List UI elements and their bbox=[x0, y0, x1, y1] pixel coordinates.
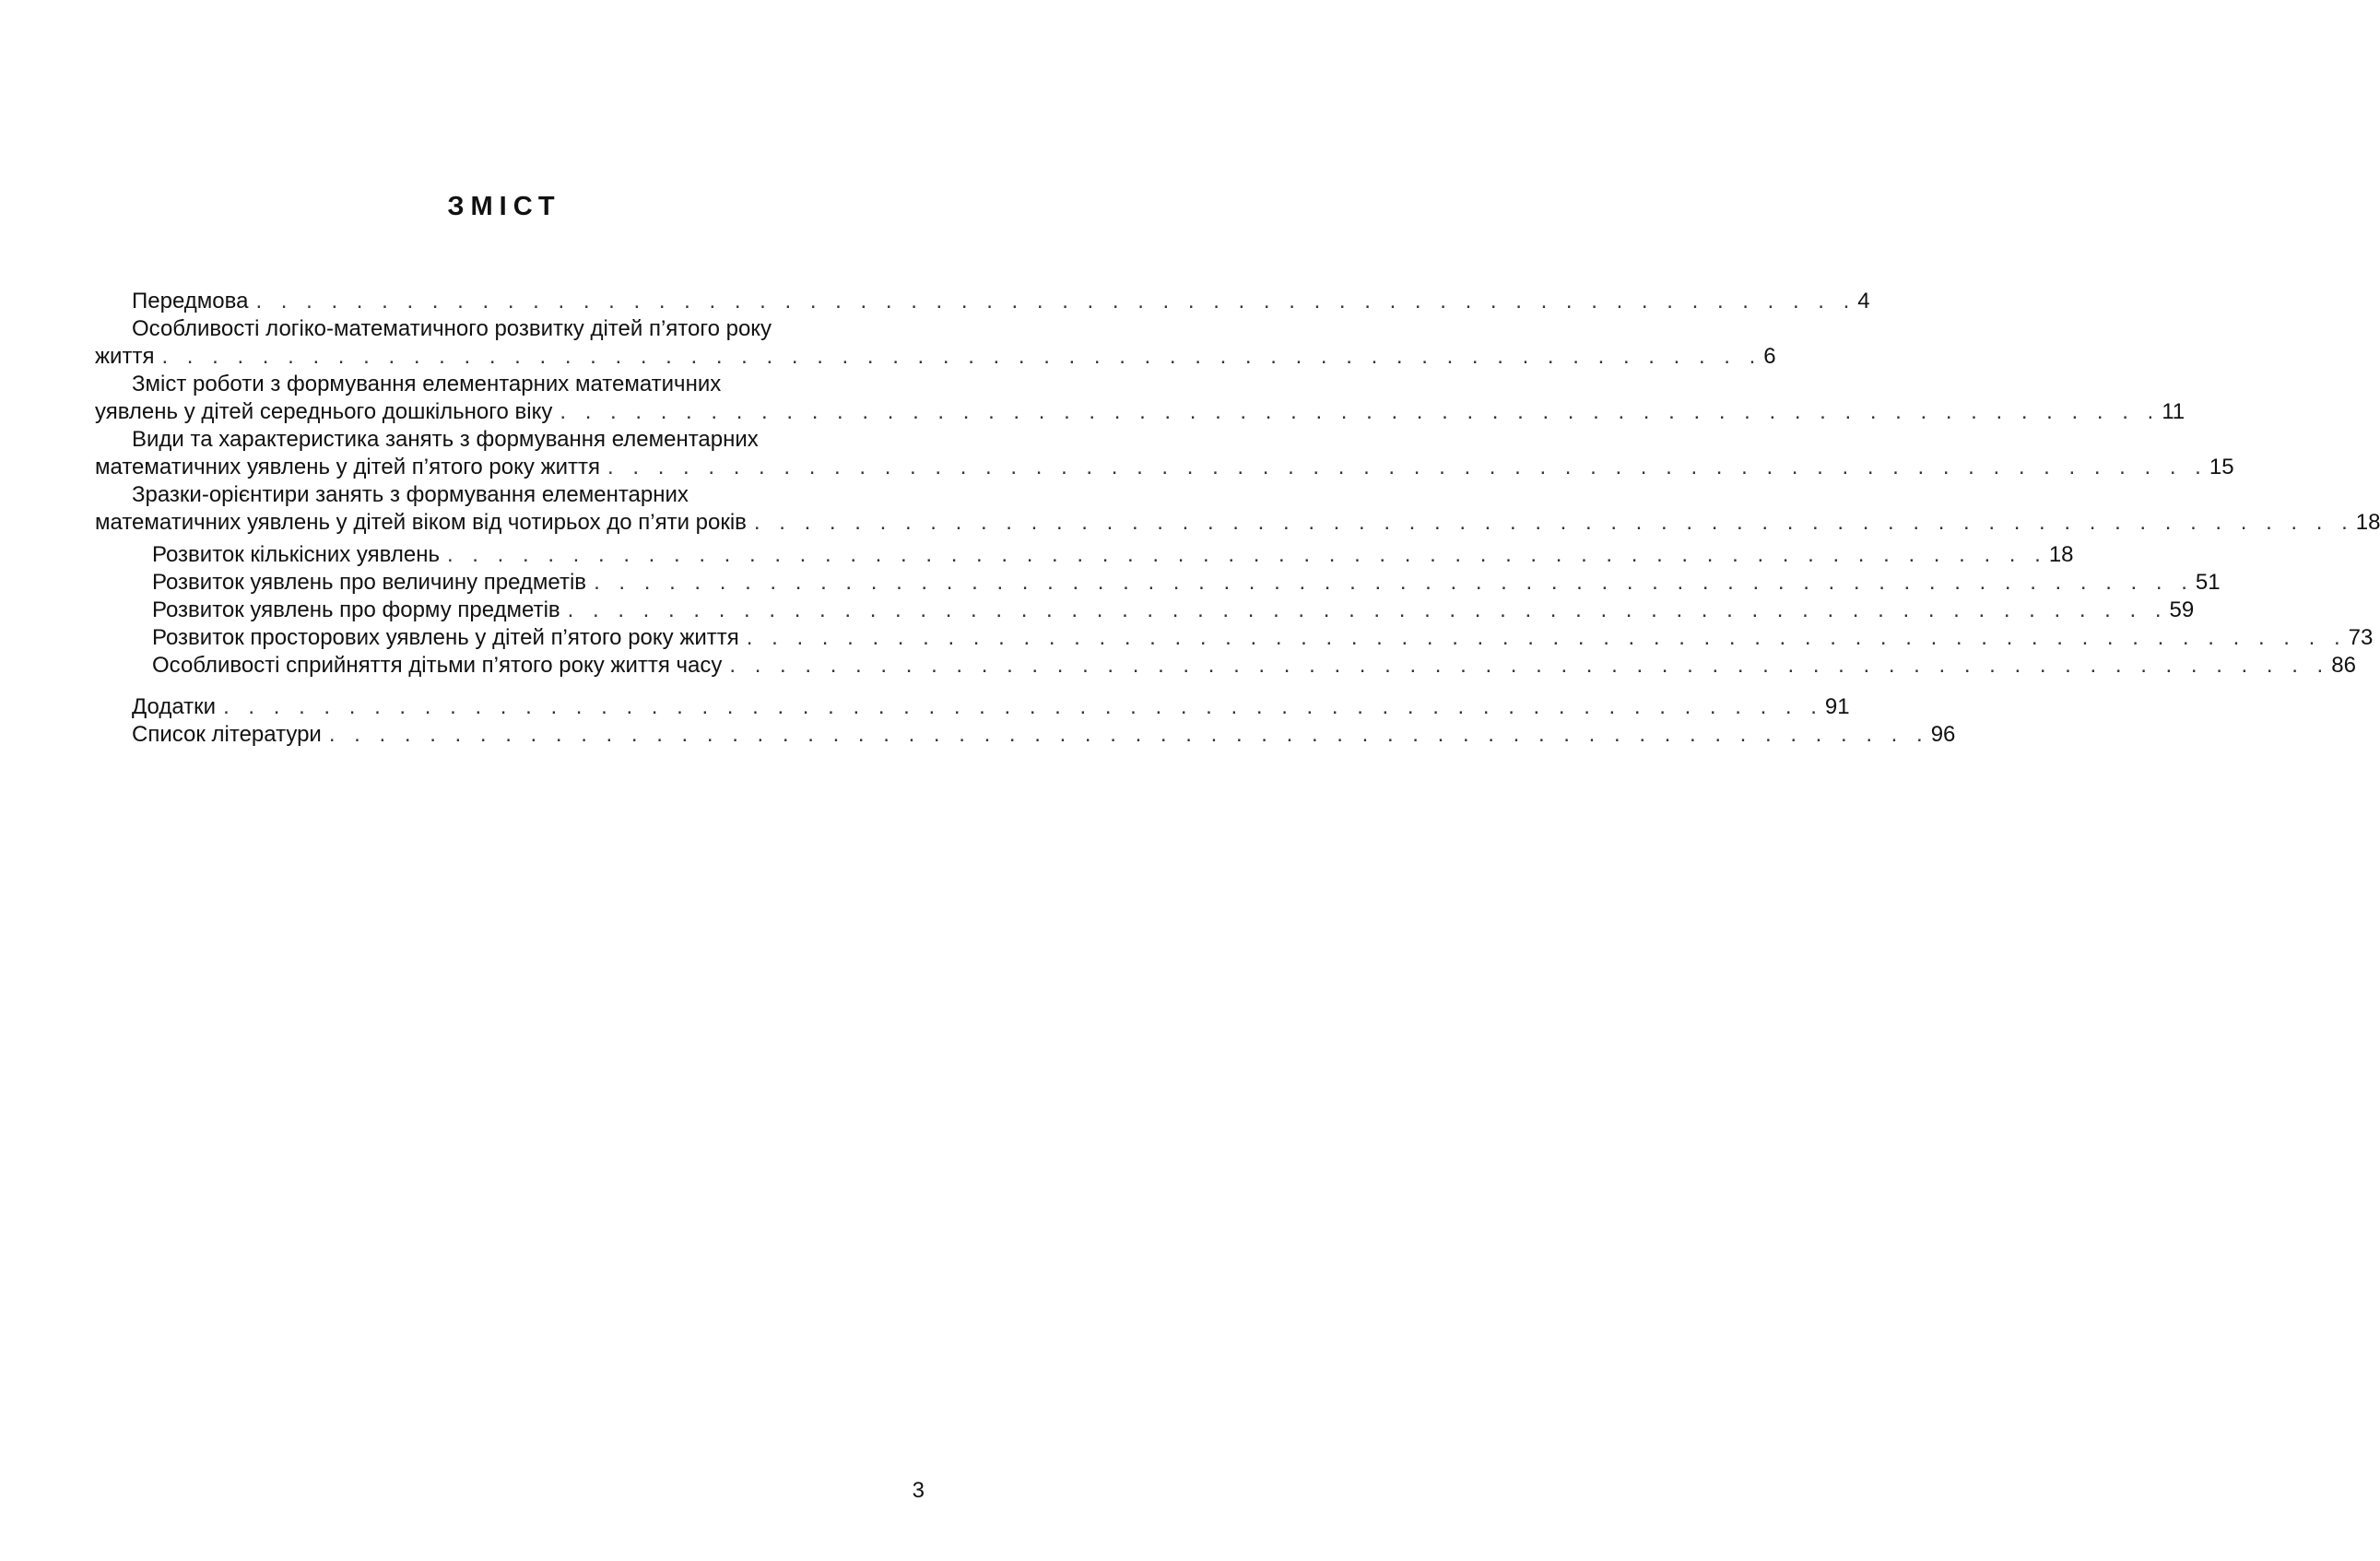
toc-page-number: 15 bbox=[2209, 455, 2234, 479]
toc-page-number: 6 bbox=[1763, 344, 1776, 369]
toc-page-number: 96 bbox=[1930, 722, 1956, 747]
toc-page-number: 18 bbox=[2048, 542, 2074, 567]
toc-entry-text: Зміст роботи з формування елементарних математичних bbox=[132, 372, 722, 396]
page-title: ЗМІСТ bbox=[447, 192, 561, 221]
toc-subentry bbox=[95, 597, 2195, 624]
toc-entry-samples bbox=[95, 481, 2380, 537]
toc-subentry-text: Розвиток просторових уявлень у дітей п’ятого року життя bbox=[152, 625, 739, 650]
dot-leader: . . . . . . . . . . . . . . . . . . . . . . . . . . . . . . . . . . . . . . . . . . . . . . . . . . . . . . . . . . . . . . . . bbox=[729, 653, 2330, 678]
toc-entry-text: Особливості логіко-математичного розвитку дітей п’ятого року bbox=[132, 316, 772, 341]
dot-leader: . . . . . . . . . . . . . . . . . . . . . . . . . . . . . . . . . . . . . . . . . . . . . . . . . . . . . . . . . . . . . . . . bbox=[746, 625, 2347, 650]
toc-page-number: 91 bbox=[1824, 694, 1850, 719]
toc-subentry bbox=[95, 652, 2356, 680]
toc-subentry-text: Особливості сприйняття дітьми п’ятого року життя часу bbox=[152, 653, 723, 678]
toc-entry-preface bbox=[95, 288, 1870, 315]
page-number: 3 bbox=[912, 1478, 925, 1503]
dot-leader: . . . . . . . . . . . . . . . . . . . . . . . . . . . . . . . . . . . . . . . . . . . . . . . . . . . . . . . . . . . . . . . . bbox=[753, 510, 2354, 535]
dot-leader: . . . . . . . . . . . . . . . . . . . . . . . . . . . . . . . . . . . . . . . . . . . . . . . . . . . . . . . . . . . . . . . . bbox=[328, 722, 1929, 747]
toc-entry-appendix bbox=[95, 693, 1850, 721]
toc-entry-text-continued: математичних уявлень у дітей віком від чотирьох до п’яти років bbox=[95, 510, 747, 535]
toc-entry-text-continued: життя bbox=[95, 344, 155, 369]
dot-leader: . . . . . . . . . . . . . . . . . . . . . . . . . . . . . . . . . . . . . . . . . . . . . . . . . . . . . . . . . . . . . . . . bbox=[223, 694, 1823, 719]
toc-page-number: 73 bbox=[2348, 625, 2374, 650]
toc-entry-text-continued: математичних уявлень у дітей п’ятого року життя bbox=[95, 455, 601, 479]
toc-subentry bbox=[95, 624, 2374, 652]
toc-subentry-text: Розвиток кількісних уявлень bbox=[152, 542, 440, 567]
toc-subentry-text: Розвиток уявлень про величину предметів bbox=[152, 570, 587, 595]
toc-subentry bbox=[95, 541, 2074, 569]
toc-entry-text: Список літератури bbox=[132, 722, 322, 747]
toc-page-number: 59 bbox=[2169, 597, 2195, 622]
table-of-contents bbox=[95, 288, 2380, 749]
dot-leader: . . . . . . . . . . . . . . . . . . . . . . . . . . . . . . . . . . . . . . . . . . . . . . . . . . . . . . . . . . . . . . . . bbox=[560, 399, 2161, 424]
dot-leader: . . . . . . . . . . . . . . . . . . . . . . . . . . . . . . . . . . . . . . . . . . . . . . . . . . . . . . . . . . . . . . . . bbox=[567, 597, 2168, 622]
toc-page-number: 51 bbox=[2195, 570, 2221, 595]
toc-entry-text: Передмова bbox=[132, 289, 249, 313]
dot-leader: . . . . . . . . . . . . . . . . . . . . . . . . . . . . . . . . . . . . . . . . . . . . . . . . . . . . . . . . . . . . . . . . bbox=[161, 344, 1762, 369]
toc-subentry bbox=[95, 569, 2221, 597]
toc-page-number: 11 bbox=[2162, 399, 2186, 424]
toc-subentry-text: Розвиток уявлень про форму предметів bbox=[152, 597, 560, 622]
toc-entry-text: Зразки-орієнтири занять з формування елементарних bbox=[132, 482, 689, 507]
toc-page-number: 86 bbox=[2331, 653, 2356, 678]
dot-leader: . . . . . . . . . . . . . . . . . . . . . . . . . . . . . . . . . . . . . . . . . . . . . . . . . . . . . . . . . . . . . . . . bbox=[607, 455, 2208, 479]
toc-entry-text-continued: уявлень у дітей середнього дошкільного віку bbox=[95, 399, 553, 424]
dot-leader: . . . . . . . . . . . . . . . . . . . . . . . . . . . . . . . . . . . . . . . . . . . . . . . . . . . . . . . . . . . . . . . . bbox=[446, 542, 2047, 567]
toc-entry-features bbox=[95, 315, 1776, 371]
toc-entry-text: Додатки bbox=[132, 694, 217, 719]
toc-page-number: 18 bbox=[2355, 510, 2380, 535]
toc-page-number: 4 bbox=[1857, 289, 1870, 313]
dot-leader: . . . . . . . . . . . . . . . . . . . . . . . . . . . . . . . . . . . . . . . . . . . . . . . . . . . . . . . . . . . . . . . . bbox=[255, 289, 1856, 313]
toc-entry-text: Види та характеристика занять з формування елементарних bbox=[132, 427, 759, 452]
dot-leader: . . . . . . . . . . . . . . . . . . . . . . . . . . . . . . . . . . . . . . . . . . . . . . . . . . . . . . . . . . . . . . . . bbox=[594, 570, 2194, 595]
toc-entry-references bbox=[95, 721, 1956, 749]
toc-entry-types bbox=[95, 426, 2234, 481]
toc-entry-content-work bbox=[95, 371, 2186, 426]
